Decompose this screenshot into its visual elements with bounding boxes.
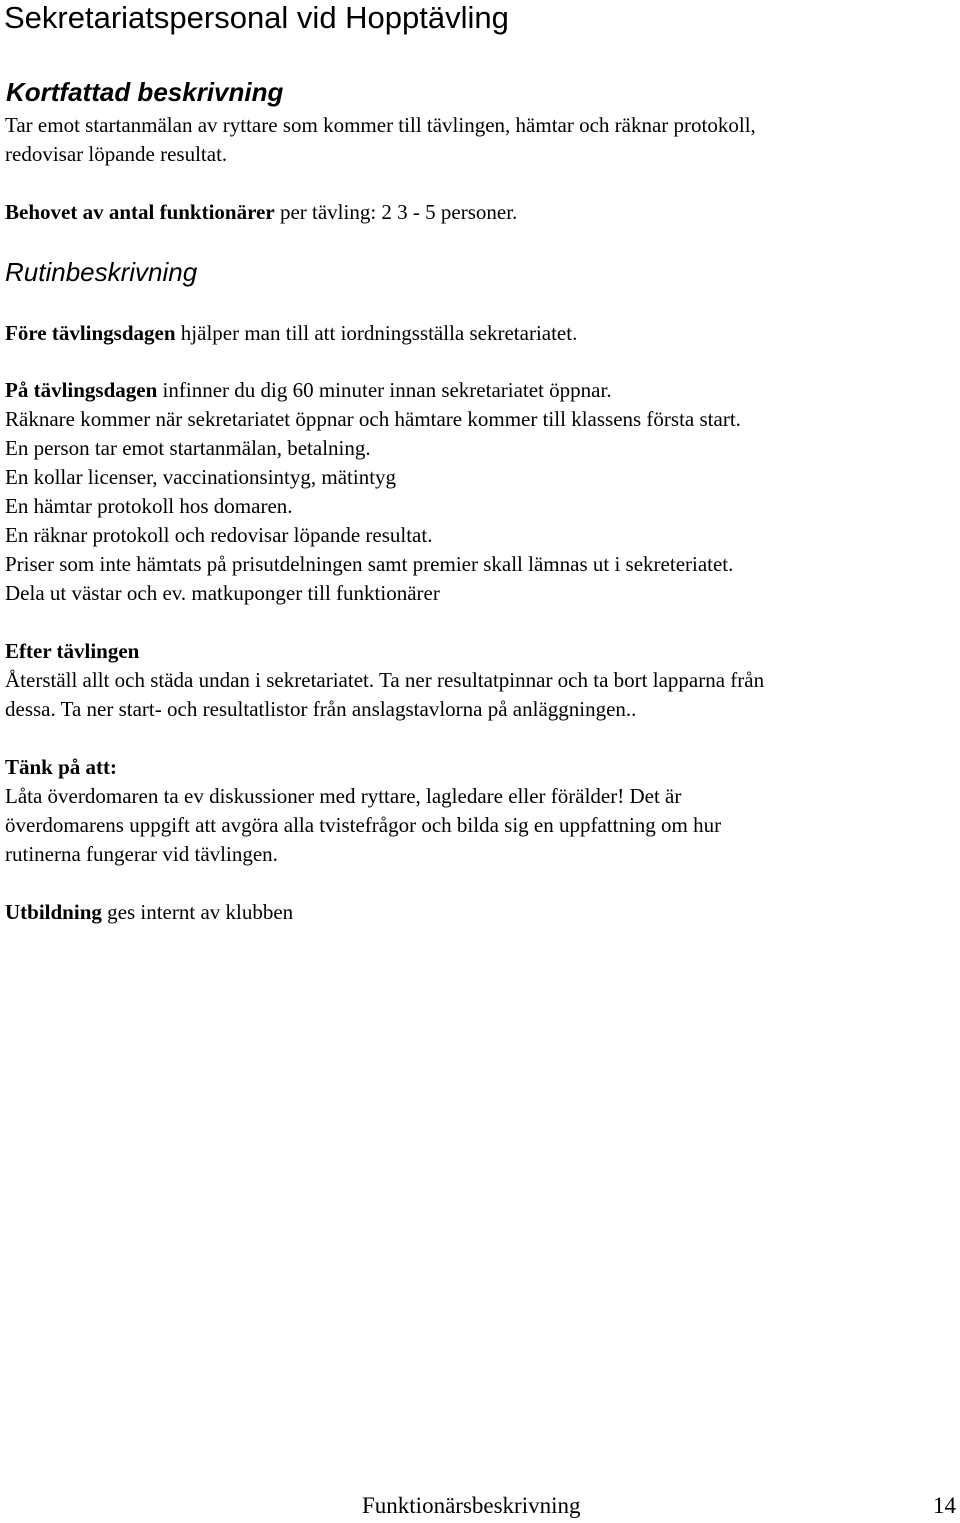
remember-line: rutinerna fungerar vid tävlingen. [5, 842, 278, 866]
training-text: ges internt av klubben [101, 900, 294, 924]
routine-line: En hämtar protokoll hos domaren. [5, 494, 293, 518]
short-description-line: redovisar löpande resultat. [5, 142, 228, 166]
staff-need [5, 198, 517, 227]
staff-need-text: per tävling: 2 3 - 5 personer. [274, 200, 518, 224]
remember-heading: Tänk på att: [5, 755, 118, 779]
remember-line: överdomarens uppgift att avgöra alla tvistefrågor och bilda sig en uppfattning om hur [5, 813, 722, 837]
training [5, 898, 293, 927]
after-line: dessa. Ta ner start- och resultatlistor från anslagstavlorna på anläggningen.. [5, 697, 637, 721]
training-label: Utbildning [5, 900, 102, 924]
routine-line: En räknar protokoll och redovisar löpande resultat. [5, 523, 433, 547]
footer-page-number: 14 [933, 1493, 956, 1518]
short-description-heading: Kortfattad beskrivning [6, 77, 284, 107]
routine-on-day-label: På tävlingsdagen [5, 378, 158, 402]
routine-before-text: hjälper man till att iordningsställa sekretariatet. [175, 321, 578, 345]
routine-line: Priser som inte hämtats på prisutdelningen samt premier skall lämnas ut i sekreteriatet. [5, 552, 734, 576]
after-line: Återställ allt och städa undan i sekretariatet. Ta ner resultatpinnar och ta bort lapparna från [5, 668, 765, 692]
page-title: Sekretariatspersonal vid Hopptävling [4, 0, 509, 35]
routine-on-day-text: infinner du dig 60 minuter innan sekretariatet öppnar. [157, 378, 612, 402]
routine-heading: Rutinbeskrivning [5, 257, 198, 287]
routine-line: En person tar emot startanmälan, betalning. [5, 436, 371, 460]
routine-line: En kollar licenser, vaccinationsintyg, mätintyg [5, 465, 397, 489]
footer-doc-name: Funktionärsbeskrivning [362, 1493, 581, 1518]
routine-on-day [5, 376, 612, 405]
after-heading: Efter tävlingen [5, 639, 140, 663]
routine-before [5, 319, 577, 348]
short-description-line: Tar emot startanmälan av ryttare som kommer till tävlingen, hämtar och räknar protokoll, [5, 113, 756, 137]
routine-before-label: Före tävlingsdagen [5, 321, 176, 345]
remember-line: Låta överdomaren ta ev diskussioner med ryttare, lagledare eller förälder! Det är [5, 784, 682, 808]
staff-need-label: Behovet av antal funktionärer [5, 200, 275, 224]
routine-line: Räknare kommer när sekretariatet öppnar och hämtare kommer till klassens första start. [5, 407, 741, 431]
routine-line: Dela ut västar och ev. matkuponger till funktionärer [5, 581, 440, 605]
